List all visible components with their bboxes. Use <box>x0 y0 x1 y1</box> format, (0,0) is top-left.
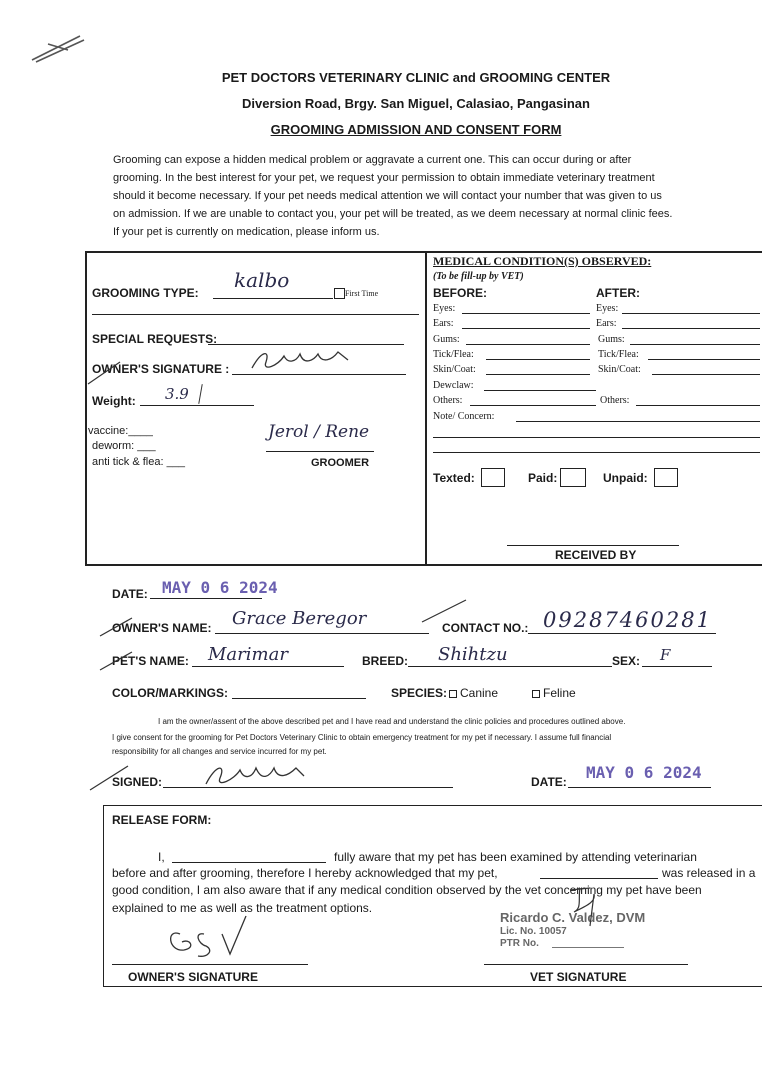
texted-checkbox[interactable] <box>481 468 505 487</box>
breed-line <box>408 666 612 667</box>
consent-line-3: responsibility for all changes and service incurred for my pet. <box>112 747 327 756</box>
after-ears-label: Ears: <box>596 318 617 329</box>
grooming-type-value[interactable]: kalbo <box>234 268 290 292</box>
check-mark-signed <box>88 762 132 792</box>
signed-signature-scribble <box>200 760 310 792</box>
before-skin-line[interactable] <box>486 374 590 375</box>
intro-line: If your pet is currently on medication, please inform us. <box>113 226 380 238</box>
check-mark-owner <box>86 358 126 386</box>
after-skin-label: Skin/Coat: <box>598 364 641 375</box>
owner-signature-scribble <box>248 346 358 376</box>
weight-value[interactable]: 3.9 <box>165 385 189 403</box>
before-skin-label: Skin/Coat: <box>433 364 476 375</box>
vet-signature-scribble <box>560 882 630 932</box>
contact-line <box>528 633 716 634</box>
check-mark-owner-name <box>98 614 138 638</box>
clinic-name: PET DOCTORS VETERINARY CLINIC and GROOMING CENTER <box>221 70 611 85</box>
grooming-type-extra-line <box>92 314 419 315</box>
groomer-line <box>266 451 374 452</box>
date-stamp: MAY 0 6 2024 <box>162 578 278 597</box>
breed-value[interactable]: Shihtzu <box>438 644 508 665</box>
note-line-3[interactable] <box>433 452 760 453</box>
note-label: Note/ Concern: <box>433 411 495 422</box>
note-line-2[interactable] <box>433 437 760 438</box>
vaccine-label: vaccine:____ <box>88 425 153 437</box>
owner-name-label: OWNER'S NAME: <box>112 621 212 635</box>
vet-stamp-lic: Lic. No. 10057 <box>500 926 567 937</box>
before-gums-label: Gums: <box>433 334 460 345</box>
pet-name-label: PET'S NAME: <box>112 654 189 668</box>
contact-value[interactable]: 09287460281 <box>543 608 712 632</box>
release-owner-signature-line[interactable] <box>112 964 308 965</box>
note-line-1[interactable] <box>516 421 760 422</box>
before-ears-line[interactable] <box>462 328 590 329</box>
deworm-label: deworm: ___ <box>92 440 156 452</box>
intro-paragraph <box>113 151 672 241</box>
release-line-2a: before and after grooming, therefore I hereby acknowledged that my pet, <box>112 866 498 880</box>
first-time-checkbox[interactable] <box>334 288 345 299</box>
release-name-line[interactable] <box>172 862 326 863</box>
form-title: GROOMING ADMISSION AND CONSENT FORM <box>270 122 562 137</box>
release-pet-line[interactable] <box>540 878 658 879</box>
signed-label: SIGNED: <box>112 775 163 789</box>
after-ears-line[interactable] <box>622 328 760 329</box>
unpaid-label: Unpaid: <box>603 471 648 485</box>
groomer-value[interactable]: Jerol / Rene <box>268 422 370 442</box>
corner-scribble <box>28 30 88 66</box>
sex-value[interactable]: F <box>660 646 671 664</box>
received-by-label: RECEIVED BY <box>555 548 637 562</box>
after-gums-line[interactable] <box>630 344 760 345</box>
sex-label: SEX: <box>612 654 641 668</box>
release-line-2b: was released in a <box>662 866 756 880</box>
pet-name-line <box>192 666 344 667</box>
vet-stamp-name: Ricardo C. Valdez, DVM <box>500 910 646 925</box>
before-tick-line[interactable] <box>486 359 590 360</box>
signed-date-line <box>568 787 711 788</box>
check-mark-pet <box>98 648 138 672</box>
feline-checkbox[interactable] <box>532 690 540 698</box>
before-dewclaw-line[interactable] <box>484 390 596 391</box>
after-others-label: Others: <box>600 395 630 406</box>
owner-name-value[interactable]: Grace Beregor <box>232 608 367 629</box>
first-time-label: First Time <box>345 289 379 298</box>
weight-line <box>140 405 254 406</box>
paid-label: Paid: <box>528 471 558 485</box>
texted-label: Texted: <box>433 471 475 485</box>
medical-title: MEDICAL CONDITION(S) OBSERVED: <box>433 254 652 268</box>
intro-line: grooming. In the best interest for your pet, we request your permission to obtain immediate veterinary treatment <box>113 172 655 184</box>
before-others-line[interactable] <box>470 405 596 406</box>
contact-label: CONTACT NO.: <box>442 621 529 635</box>
before-label: BEFORE: <box>433 286 487 300</box>
owner-name-line <box>215 633 429 634</box>
species-label: SPECIES: <box>391 686 448 700</box>
before-eyes-line[interactable] <box>462 313 590 314</box>
after-eyes-label: Eyes: <box>596 303 619 314</box>
release-line-4: explained to me as well as the treatment options. <box>112 901 373 915</box>
vet-signature-line[interactable] <box>484 964 688 965</box>
release-i-label: I, <box>158 850 165 864</box>
consent-line-2: I give consent for the grooming for Pet Doctors Veterinary Clinic to obtain emergency treatment for my pet if necessary. I assume full financial <box>112 733 612 742</box>
sex-line <box>642 666 712 667</box>
intro-line: on admission. If we are unable to contact you, your pet will be treated, as we deem necessary at normal clinic fees. <box>113 208 673 220</box>
breed-label: BREED: <box>362 654 409 668</box>
antitick-label: anti tick & flea: ___ <box>92 456 185 468</box>
after-skin-line[interactable] <box>652 374 760 375</box>
unpaid-checkbox[interactable] <box>654 468 678 487</box>
canine-checkbox[interactable] <box>449 690 457 698</box>
special-requests-line[interactable] <box>208 344 404 345</box>
before-dewclaw-label: Dewclaw: <box>433 380 474 391</box>
canine-label: Canine <box>460 686 499 700</box>
before-ears-label: Ears: <box>433 318 454 329</box>
vet-signature-label: VET SIGNATURE <box>530 970 627 984</box>
paid-checkbox[interactable] <box>560 468 586 487</box>
pet-name-value[interactable]: Marimar <box>208 644 288 665</box>
special-requests-label: SPECIAL REQUESTS: <box>92 332 218 346</box>
grooming-type-label: GROOMING TYPE: <box>92 286 199 300</box>
after-tick-line[interactable] <box>648 359 760 360</box>
after-tick-label: Tick/Flea: <box>598 349 639 360</box>
column-divider <box>425 251 427 564</box>
after-others-line[interactable] <box>636 405 760 406</box>
release-owner-signature-label: OWNER'S SIGNATURE <box>128 970 258 984</box>
feline-label: Feline <box>543 686 576 700</box>
color-markings-line[interactable] <box>232 698 366 699</box>
clinic-address: Diversion Road, Brgy. San Miguel, Calasiao, Pangasinan <box>242 96 590 111</box>
date-line <box>150 598 262 599</box>
weight-label: Weight: <box>92 394 136 408</box>
received-by-line[interactable] <box>507 545 679 546</box>
release-line-3: good condition, I am also aware that if any medical condition observed by the vet concerning my pet have been <box>112 883 702 897</box>
signed-date-label: DATE: <box>531 775 567 789</box>
intro-line: Grooming can expose a hidden medical problem or aggravate a current one. This can occur during or after <box>113 154 632 166</box>
release-line-1: fully aware that my pet has been examined by attending veterinarian <box>334 850 697 864</box>
before-others-label: Others: <box>433 395 463 406</box>
grooming-type-line <box>213 298 333 299</box>
after-eyes-line[interactable] <box>622 313 760 314</box>
after-gums-label: Gums: <box>598 334 625 345</box>
after-label: AFTER: <box>596 286 640 300</box>
vet-stamp-ptr: PTR No. <box>500 938 539 949</box>
medical-subtitle: (To be fill-up by VET) <box>433 271 524 282</box>
release-owner-initials <box>160 912 260 962</box>
before-eyes-label: Eyes: <box>433 303 456 314</box>
before-gums-line[interactable] <box>466 344 590 345</box>
color-markings-label: COLOR/MARKINGS: <box>112 686 228 700</box>
before-tick-label: Tick/Flea: <box>433 349 474 360</box>
release-title: RELEASE FORM: <box>112 813 212 827</box>
vet-ptr-line <box>552 947 624 948</box>
owner-signature-label: OWNER'S SIGNATURE : <box>92 362 230 376</box>
date-label: DATE: <box>112 587 148 601</box>
groomer-label: GROOMER <box>311 457 370 469</box>
intro-line: should it become necessary. If your pet needs medical attention we will contact your number that was given to us <box>113 190 662 202</box>
consent-line-1: I am the owner/assent of the above described pet and I have read and understand the clinic policies and procedures outlined above. <box>158 717 626 726</box>
signed-date-stamp: MAY 0 6 2024 <box>586 763 702 782</box>
